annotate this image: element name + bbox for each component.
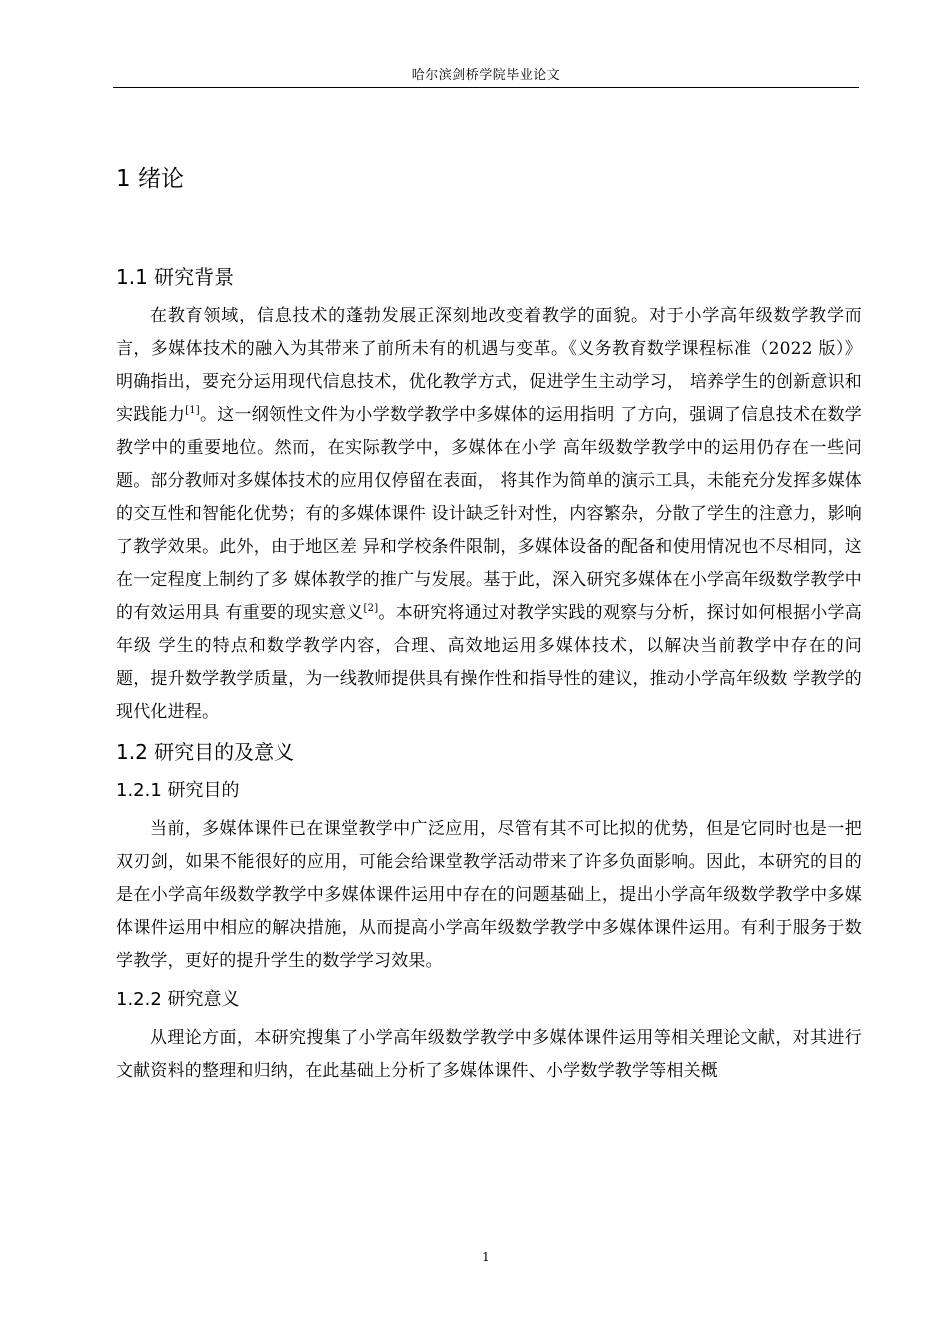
paragraph-text-a: 在教育领域，信息技术的蓬勃发展正深刻地改变着教学的面貌。对于小学高年级数学教学而言，多媒体技术的融入为其带来了前所未有的机遇与变革。《义务教育数学课程标准（2022 版）》明确指出，要充分运用现代信息技术，优化教学方式，促进学生主动学习， 培养学生的创新意识和实践能力 [116, 306, 862, 425]
citation-2[interactable]: [2] [363, 603, 379, 614]
paragraph-text-c: 。本研究将通过对教学实践的观察与分析，探讨如何根据小学高年级 学生的特点和数学教学内容，合理、高效地运用多媒体技术，以解决当前教学中存在的问 题，提升数学教学质量，为一线教师提供具有操作性和指导性的建议，推动小学高年级数 学教学的现代化进程。 [116, 603, 862, 722]
paragraph-text-b: 。这一纲领性文件为小学数学教学中多媒体的运用指明 了方向，强调了信息技术在数学教学中的重要地位。然而，在实际教学中，多媒体在小学 高年级数学教学中的运用仍存在一些问题。部分教师对多媒体技术的应用仅停留在表面， 将其作为简单的演示工具，未能充分发挥多媒体的交互性和智能化优势；有的多媒体课件 设计缺乏针对性，内容繁杂，分散了学生的注意力，影响了教学效果。此外，由于地区差 异和学校条件限制，多媒体设备的配备和使用情况也不尽相同，这在一定程度上制约了多 媒体教学的推广与发展。基于此，深入研究多媒体在小学高年级数学教学中的有效运用具 有重要的现实意义 [116, 405, 862, 623]
section-1-1-paragraph [116, 300, 862, 729]
chapter-title: 1 绪论 [116, 166, 184, 192]
page-body [116, 160, 862, 1094]
section-1-2-title: 1.2 研究目的及意义 [116, 740, 295, 764]
header-rule [113, 87, 859, 88]
page-number: 1 [482, 1250, 490, 1264]
section-1-2-1-title: 1.2.1 研究目的 [116, 780, 240, 801]
section-1-2-2-paragraph: 从理论方面，本研究搜集了小学高年级数学教学中多媒体课件运用等相关理论文献，对其进行文献资料的整理和归纳，在此基础上分析了多媒体课件、小学数学教学等相关概 [116, 1028, 862, 1081]
section-1-1-title: 1.1 研究背景 [116, 265, 235, 289]
section-1-2-2-title: 1.2.2 研究意义 [116, 989, 240, 1010]
section-1-2-1-paragraph: 当前，多媒体课件已在课堂教学中广泛应用，尽管有其不可比拟的优势，但是它同时也是一把双刃剑，如果不能很好的应用，可能会给课堂教学活动带来了许多负面影响。因此，本研究的目的是在小学高年级数学教学中多媒体课件运用中存在的问题基础上，提出小学高年级数学教学中多媒体课件运用中相应的解决措施，从而提高小学高年级数学教学中多媒体课件运用。有利于服务于数学教学，更好的提升学生的数学学习效果。 [116, 819, 862, 971]
page-header: 哈尔滨剑桥学院毕业论文 [411, 68, 561, 83]
citation-1[interactable]: [1] [185, 405, 200, 416]
